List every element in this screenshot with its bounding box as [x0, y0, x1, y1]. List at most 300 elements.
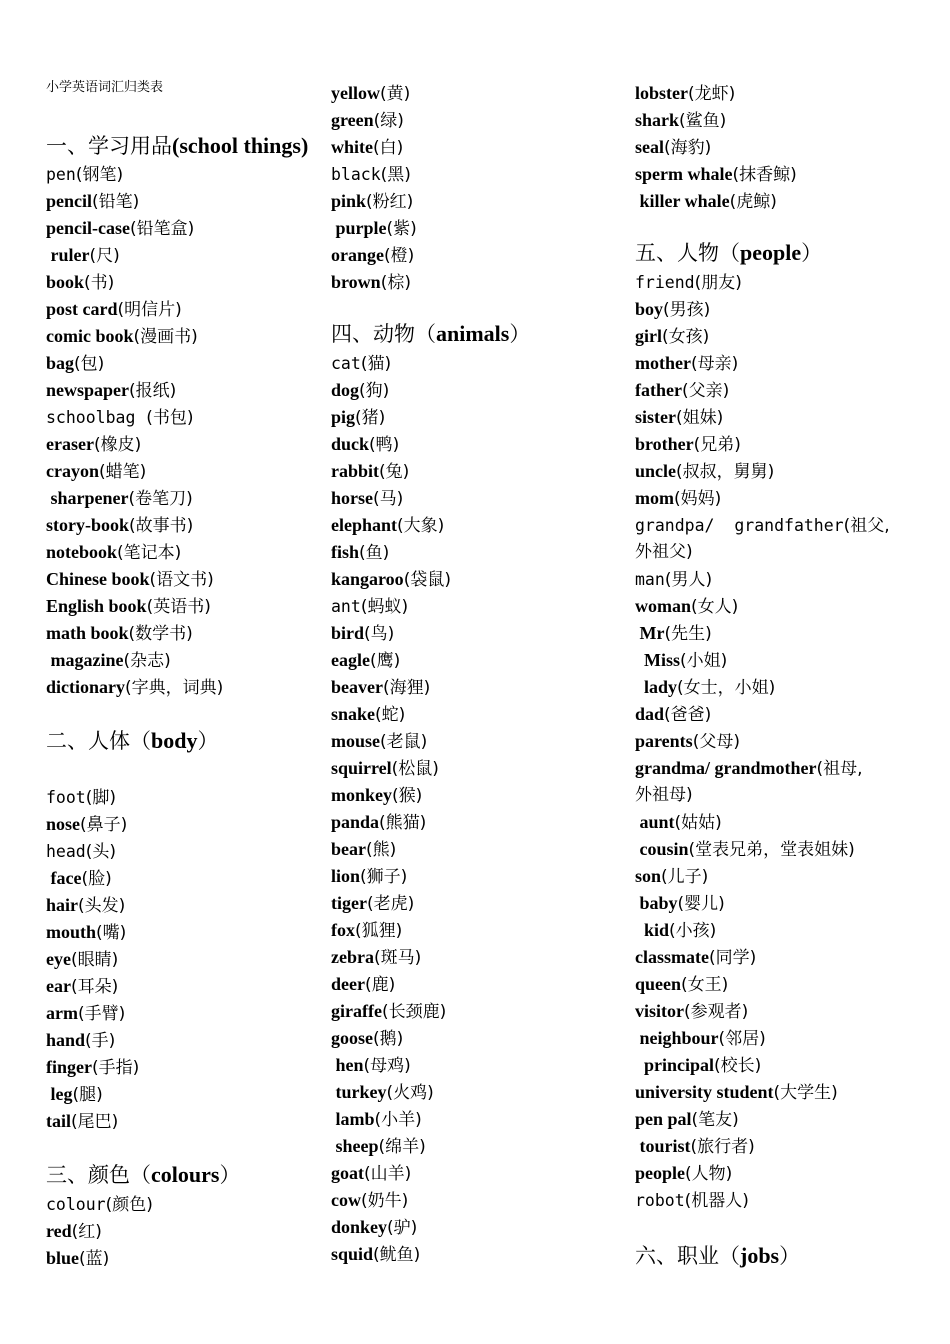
vocab-english: sharpener — [46, 488, 129, 508]
vocab-english: nose — [46, 814, 81, 834]
vocab-entry — [331, 647, 400, 674]
vocab-english: duck — [331, 434, 370, 454]
vocab-english: story-book — [46, 515, 130, 535]
vocab-chinese: (虎鲸) — [729, 192, 777, 212]
vocab-english: baby — [635, 893, 678, 913]
vocab-entry — [46, 784, 116, 811]
vocab-continuation — [635, 782, 693, 809]
vocab-english: goat — [331, 1163, 364, 1183]
vocab-english: elephant — [331, 515, 398, 535]
section-title-cn: 颜色（ — [88, 1163, 151, 1187]
section-heading — [635, 238, 822, 268]
vocab-entry — [635, 134, 711, 161]
vocab-english: bear — [331, 839, 366, 859]
vocab-english: sheep — [331, 1136, 379, 1156]
vocab-english: aunt — [635, 812, 675, 832]
vocab-chinese: (紫) — [386, 219, 417, 239]
vocab-english: orange — [331, 245, 384, 265]
vocab-entry — [635, 485, 721, 512]
vocab-entry — [46, 919, 126, 946]
vocab-chinese: (脚) — [85, 788, 117, 808]
section-number: 三、 — [46, 1163, 88, 1187]
vocab-entry — [46, 458, 146, 485]
vocab-chinese: (包) — [74, 354, 105, 374]
vocab-entry — [635, 458, 774, 485]
vocab-entry — [46, 485, 193, 512]
vocab-english: squirrel — [331, 758, 392, 778]
vocab-english: giraffe — [331, 1001, 382, 1021]
vocab-chinese: (机器人) — [684, 1191, 749, 1211]
vocab-chinese: (故事书) — [129, 516, 194, 536]
vocab-chinese: (小孩) — [669, 921, 717, 941]
vocab-chinese: (海狸) — [382, 678, 431, 698]
vocab-chinese: (腿) — [72, 1085, 103, 1105]
vocab-entry — [46, 512, 193, 539]
vocab-chinese: (猫) — [360, 354, 392, 374]
vocab-english: English book — [46, 596, 147, 616]
section-title-en: colours — [151, 1162, 220, 1187]
vocab-entry — [635, 917, 716, 944]
vocab-english: dog — [331, 380, 360, 400]
vocab-entry — [635, 404, 723, 431]
vocab-chinese: (头) — [85, 842, 117, 862]
vocab-entry — [331, 971, 395, 998]
vocab-english: shark — [635, 110, 680, 130]
vocab-english: pencil-case — [46, 218, 130, 238]
vocab-entry — [331, 836, 396, 863]
vocab-entry — [635, 701, 711, 728]
vocab-chinese: (女士，小姐) — [677, 678, 776, 698]
vocab-entry — [46, 674, 223, 701]
vocab-english: uncle — [635, 461, 677, 481]
vocab-entry — [46, 1218, 102, 1245]
vocab-entry — [635, 1133, 755, 1160]
vocab-entry — [635, 377, 729, 404]
vocab-entry — [46, 404, 193, 431]
vocab-entry — [635, 1079, 838, 1106]
vocab-english: blue — [46, 1248, 80, 1268]
vocab-entry — [331, 1214, 417, 1241]
vocab-chinese: (尾巴) — [71, 1112, 119, 1132]
vocab-english: robot — [635, 1191, 685, 1210]
vocab-entry — [46, 647, 171, 674]
vocab-entry — [46, 539, 181, 566]
vocab-entry — [46, 242, 120, 269]
vocab-entry — [635, 350, 738, 377]
vocab-entry — [331, 863, 407, 890]
vocab-chinese: (尺) — [89, 246, 120, 266]
vocab-english: woman — [635, 596, 692, 616]
vocab-english: mom — [635, 488, 674, 508]
vocab-entry — [46, 1108, 118, 1135]
vocab-entry — [46, 865, 112, 892]
vocab-entry — [635, 944, 756, 971]
vocab-chinese: (猪) — [355, 408, 386, 428]
vocab-english: finger — [46, 1057, 92, 1077]
vocab-entry — [331, 728, 427, 755]
vocab-chinese: (手臂) — [77, 1004, 126, 1024]
vocab-entry — [331, 998, 446, 1025]
vocab-english: hair — [46, 895, 79, 915]
vocab-entry — [46, 593, 211, 620]
vocab-column-3 — [635, 0, 935, 1344]
vocab-chinese: (鱼) — [359, 543, 390, 563]
vocab-english: fox — [331, 920, 355, 940]
vocab-chinese: 外祖父) — [635, 542, 693, 562]
section-number: 五、 — [635, 241, 677, 265]
vocab-chinese: (兄弟) — [693, 435, 741, 455]
vocab-english: notebook — [46, 542, 118, 562]
vocab-chinese: (耳朵) — [70, 977, 119, 997]
vocab-entry — [635, 998, 748, 1025]
vocab-chinese: (鹿) — [364, 975, 396, 995]
vocab-entry — [635, 1052, 761, 1079]
vocab-entry — [331, 1052, 411, 1079]
vocab-entry — [635, 593, 738, 620]
vocab-column-1 — [46, 0, 316, 1344]
vocab-english: book — [46, 272, 85, 292]
vocab-chinese: (女人) — [691, 597, 739, 617]
vocab-english: killer whale — [635, 191, 730, 211]
vocab-chinese: (朋友) — [694, 273, 742, 293]
vocab-chinese: (红) — [71, 1222, 102, 1242]
vocab-chinese: (叔叔，舅舅) — [676, 462, 775, 482]
vocab-entry — [46, 892, 125, 919]
vocab-chinese: (鱿鱼) — [373, 1245, 421, 1265]
vocab-english: horse — [331, 488, 373, 508]
vocab-english: Mr — [635, 623, 665, 643]
vocab-chinese: (校长) — [714, 1056, 762, 1076]
vocab-english: turkey — [331, 1082, 387, 1102]
vocab-entry — [331, 1106, 422, 1133]
vocab-entry — [331, 215, 417, 242]
vocab-english: boy — [635, 299, 664, 319]
vocab-chinese: (祖父, — [843, 516, 890, 536]
vocab-chinese: (人物) — [685, 1164, 733, 1184]
vocab-english: snake — [331, 704, 376, 724]
vocab-chinese: (绵羊) — [378, 1137, 426, 1157]
vocab-english: people — [635, 1163, 686, 1183]
section-number: 一、 — [46, 134, 88, 158]
vocab-chinese: (姐妹) — [675, 408, 724, 428]
vocab-chinese: (堂表兄弟，堂表姐妹) — [688, 840, 855, 860]
vocab-english: sister — [635, 407, 676, 427]
vocab-chinese: (手指) — [91, 1058, 140, 1078]
vocab-entry — [635, 323, 709, 350]
vocab-chinese: (山羊) — [364, 1164, 412, 1184]
vocab-chinese: (狮子) — [360, 867, 408, 887]
vocab-chinese: (松鼠) — [391, 759, 439, 779]
vocab-chinese: (斑马) — [373, 948, 422, 968]
vocab-entry — [635, 296, 710, 323]
vocab-entry — [635, 809, 722, 836]
vocab-chinese: (蚂蚁) — [360, 597, 409, 617]
vocab-english: tourist — [635, 1136, 691, 1156]
vocab-chinese: (白) — [373, 138, 404, 158]
vocab-chinese: (橡皮) — [93, 435, 142, 455]
vocab-entry — [635, 161, 797, 188]
vocab-chinese: (狐狸) — [355, 921, 403, 941]
vocab-english: tail — [46, 1111, 71, 1131]
vocab-entry — [46, 1081, 103, 1108]
vocab-english: grandpa/ grandfather — [635, 516, 844, 535]
vocab-chinese: (老虎) — [366, 894, 415, 914]
vocab-chinese: (儿子) — [661, 867, 709, 887]
vocab-entry — [635, 620, 712, 647]
vocab-entry — [635, 728, 740, 755]
vocab-entry — [635, 80, 735, 107]
vocab-chinese: (同学) — [708, 948, 757, 968]
vocab-english: panda — [331, 812, 380, 832]
vocab-english: deer — [331, 974, 365, 994]
vocab-english: man — [635, 570, 665, 589]
vocab-chinese: (姑姑) — [674, 813, 722, 833]
vocab-entry — [635, 1106, 739, 1133]
vocab-english: Chinese book — [46, 569, 150, 589]
section-title-cn: 动物（ — [373, 322, 436, 346]
vocab-chinese: (黑) — [380, 165, 411, 185]
vocab-english: rabbit — [331, 461, 380, 481]
vocab-entry — [46, 946, 118, 973]
vocab-entry — [331, 269, 411, 296]
vocab-entry — [331, 404, 385, 431]
vocab-english: brown — [331, 272, 381, 292]
vocab-english: father — [635, 380, 682, 400]
vocab-entry — [331, 701, 405, 728]
vocab-chinese: (蓝) — [79, 1249, 110, 1269]
vocab-english: mouse — [331, 731, 380, 751]
vocab-chinese: (漫画书) — [133, 327, 198, 347]
vocab-english: pink — [331, 191, 367, 211]
vocab-english: parents — [635, 731, 693, 751]
vocab-entry — [331, 809, 426, 836]
vocab-column-2 — [331, 0, 611, 1344]
section-heading — [331, 319, 530, 349]
vocab-english: neighbour — [635, 1028, 719, 1048]
vocab-chinese: (大象) — [397, 516, 445, 536]
vocab-english: visitor — [635, 1001, 684, 1021]
vocab-entry — [46, 161, 123, 188]
vocab-chinese: (钢笔) — [75, 165, 124, 185]
vocab-english: magazine — [46, 650, 124, 670]
vocab-entry — [331, 188, 413, 215]
section-heading — [635, 1241, 800, 1271]
vocab-english: brother — [635, 434, 694, 454]
vocab-english: goose — [331, 1028, 373, 1048]
vocab-english: bag — [46, 353, 75, 373]
vocab-entry — [46, 566, 214, 593]
vocab-entry — [635, 755, 863, 782]
vocab-chinese: (英语书) — [146, 597, 211, 617]
vocab-entry — [331, 1241, 420, 1268]
vocab-chinese: (长颈鹿) — [381, 1002, 447, 1022]
vocab-chinese: (脸) — [81, 869, 112, 889]
vocab-english: cousin — [635, 839, 689, 859]
vocab-entry — [331, 674, 430, 701]
vocab-entry — [46, 973, 118, 1000]
vocab-chinese: (大学生) — [773, 1083, 838, 1103]
vocab-chinese: (婴儿) — [677, 894, 725, 914]
vocab-chinese: (手) — [85, 1031, 116, 1051]
vocab-entry — [331, 485, 403, 512]
vocab-chinese: (数学书) — [128, 624, 193, 644]
vocab-chinese: (狗) — [359, 381, 390, 401]
vocab-entry — [635, 431, 741, 458]
vocab-chinese: (男人) — [664, 570, 713, 590]
vocab-entry — [46, 431, 141, 458]
vocab-english: ear — [46, 976, 71, 996]
section-title-tail: ） — [801, 241, 823, 265]
vocab-entry — [635, 188, 777, 215]
vocab-chinese: (语文书) — [149, 570, 214, 590]
vocab-chinese: (猴) — [392, 786, 423, 806]
vocab-entry — [331, 431, 399, 458]
vocab-english: arm — [46, 1003, 78, 1023]
vocab-entry — [331, 1133, 426, 1160]
vocab-chinese: (先生) — [664, 624, 712, 644]
document-title: 小学英语词汇归类表 — [46, 80, 164, 95]
vocab-entry — [331, 458, 409, 485]
section-title-tail: ） — [219, 1163, 241, 1187]
vocab-english: pencil — [46, 191, 93, 211]
vocab-entry — [331, 512, 444, 539]
vocab-chinese: (蛇) — [375, 705, 406, 725]
vocab-entry — [331, 1025, 403, 1052]
vocab-chinese: 外祖母) — [635, 785, 693, 805]
vocab-entry — [331, 944, 421, 971]
vocab-chinese: (父母) — [692, 732, 740, 752]
vocab-entry — [635, 836, 855, 863]
vocab-entry — [331, 161, 411, 188]
vocab-english: eagle — [331, 650, 370, 670]
vocab-english: head — [46, 842, 86, 861]
vocab-chinese: (海豹) — [664, 138, 712, 158]
vocab-english: purple — [331, 218, 387, 238]
vocab-english: black — [331, 165, 381, 184]
vocab-chinese: (蜡笔) — [99, 462, 147, 482]
section-number: 二、 — [46, 729, 88, 753]
vocab-english: math book — [46, 623, 129, 643]
vocab-chinese: (笔记本) — [117, 543, 182, 563]
vocab-entry — [635, 890, 725, 917]
vocab-chinese: (卷笔刀) — [128, 489, 193, 509]
vocab-chinese: (鹰) — [369, 651, 401, 671]
vocab-continuation — [635, 539, 693, 566]
vocab-entry — [635, 566, 712, 593]
vocab-english: sperm whale — [635, 164, 733, 184]
vocab-chinese: (火鸡) — [386, 1083, 434, 1103]
vocab-entry — [635, 512, 890, 539]
vocab-english: white — [331, 137, 373, 157]
vocab-english: cow — [331, 1190, 361, 1210]
vocab-entry — [331, 377, 389, 404]
section-title-cn: 学习用品 — [88, 134, 172, 158]
section-heading — [46, 131, 308, 161]
vocab-entry — [46, 377, 176, 404]
vocab-chinese: (绿) — [373, 111, 404, 131]
vocab-entry — [331, 917, 402, 944]
section-title-cn: 人物（ — [677, 241, 740, 265]
vocab-chinese: (女孩) — [662, 327, 710, 347]
vocab-chinese: (驴) — [387, 1218, 418, 1238]
vocab-entry — [46, 188, 139, 215]
vocab-entry — [635, 971, 728, 998]
vocab-entry — [46, 811, 127, 838]
vocab-entry — [635, 269, 742, 296]
vocab-english: zebra — [331, 947, 374, 967]
vocab-english: mother — [635, 353, 691, 373]
vocab-english: cat — [331, 354, 361, 373]
vocab-english: face — [46, 868, 82, 888]
vocab-entry — [331, 134, 403, 161]
vocab-english: ruler — [46, 245, 90, 265]
vocab-english: crayon — [46, 461, 99, 481]
vocab-english: yellow — [331, 83, 380, 103]
vocab-chinese: (铅笔盒) — [129, 219, 195, 239]
section-title-en: jobs — [740, 1243, 780, 1268]
vocab-english: fish — [331, 542, 360, 562]
vocab-english: pen — [46, 165, 76, 184]
vocab-entry — [331, 242, 414, 269]
vocab-entry — [331, 755, 439, 782]
vocab-chinese: (杂志) — [123, 651, 171, 671]
vocab-english: post card — [46, 299, 118, 319]
vocab-entry — [46, 1054, 139, 1081]
vocab-english: hen — [331, 1055, 364, 1075]
vocab-entry — [46, 215, 194, 242]
vocab-entry — [331, 890, 414, 917]
vocab-chinese: (嘴) — [96, 923, 127, 943]
section-title-en: people — [740, 240, 802, 265]
vocab-chinese: (报纸) — [129, 381, 177, 401]
vocab-english: squid — [331, 1244, 374, 1264]
vocab-english: pig — [331, 407, 356, 427]
vocab-english: beaver — [331, 677, 383, 697]
vocab-english: lamb — [331, 1109, 375, 1129]
vocab-chinese: (眼睛) — [70, 950, 119, 970]
vocab-english: dad — [635, 704, 665, 724]
vocab-chinese: (马) — [373, 489, 404, 509]
vocab-chinese: (书) — [84, 273, 115, 293]
vocab-chinese: (明信片) — [117, 300, 182, 320]
vocab-entry — [331, 539, 389, 566]
vocab-entry — [331, 1079, 434, 1106]
vocab-chinese: (铅笔) — [92, 192, 140, 212]
vocab-english: principal — [635, 1055, 715, 1075]
vocab-entry — [46, 1191, 153, 1218]
vocab-entry — [331, 1187, 408, 1214]
vocab-chinese: (男孩) — [663, 300, 711, 320]
section-title-cn: 职业（ — [677, 1244, 740, 1268]
vocab-chinese: (鸭) — [369, 435, 400, 455]
vocab-chinese: (老鼠) — [380, 732, 428, 752]
vocab-chinese: (奶牛) — [361, 1191, 409, 1211]
vocab-english: monkey — [331, 785, 393, 805]
vocab-entry — [331, 107, 404, 134]
vocab-english: dictionary — [46, 677, 125, 697]
vocab-entry — [635, 674, 775, 701]
vocab-entry — [331, 593, 408, 620]
vocab-chinese: (母亲) — [690, 354, 739, 374]
section-number: 六、 — [635, 1244, 677, 1268]
vocab-english: newspaper — [46, 380, 130, 400]
section-title-en: animals — [436, 321, 510, 346]
vocab-entry — [46, 323, 198, 350]
vocab-english: lobster — [635, 83, 688, 103]
vocab-chinese: (母鸡) — [363, 1056, 411, 1076]
vocab-chinese: (参观者) — [684, 1002, 749, 1022]
vocab-chinese: (粉红) — [366, 192, 414, 212]
